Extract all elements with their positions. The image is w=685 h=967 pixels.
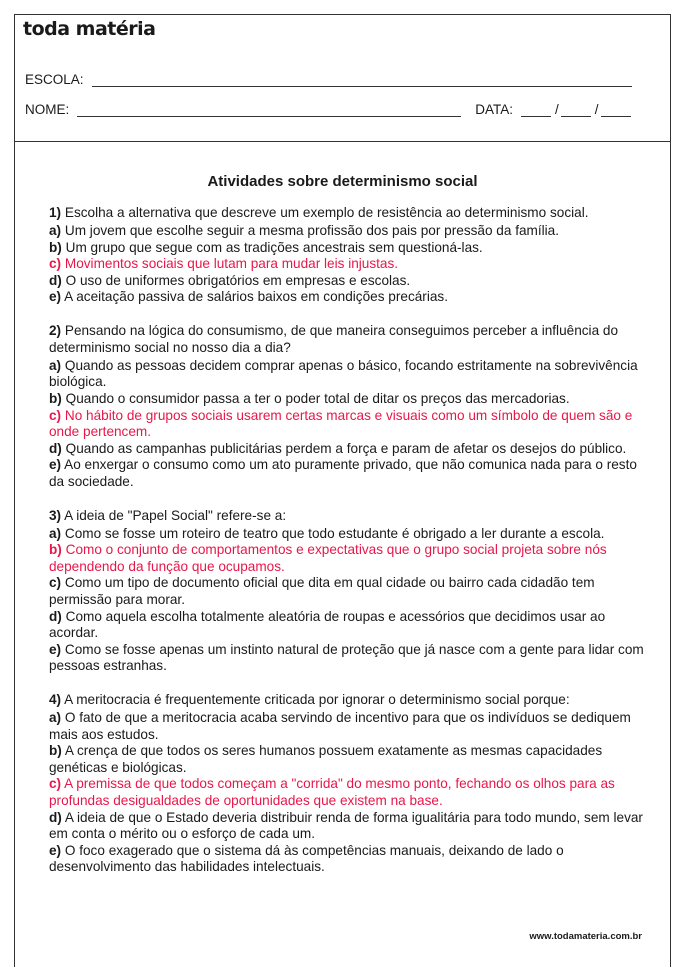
option-text: A crença de que todos os seres humanos possuem exatamente as mesmas capacidades genéticas e biológicas. <box>49 743 603 775</box>
option-letter: a) <box>49 357 62 373</box>
option-letter: e) <box>49 289 62 305</box>
option-text: Quando as pessoas decidem comprar apenas o básico, focando estritamente na sobrevivência biológica. <box>49 357 638 390</box>
option-letter: c) <box>49 407 62 423</box>
question-number: 3) <box>49 507 62 523</box>
option-text: Como se fosse apenas um instinto natural de proteção que já nasce com a gente para lidar com pessoas estranhas. <box>49 641 644 674</box>
answer-option[interactable] <box>49 223 644 240</box>
name-label: NOME: <box>25 102 70 117</box>
logo: toda matéria <box>23 18 156 40</box>
date-label: DATA: <box>475 102 514 117</box>
option-letter: e) <box>49 842 62 858</box>
answer-option[interactable] <box>49 575 644 608</box>
date-separator: / <box>594 102 599 117</box>
question-list <box>49 205 644 893</box>
option-text: No hábito de grupos sociais usarem certas marcas e visuais como um símbolo de quem são e onde pertencem. <box>49 407 633 440</box>
option-text: A aceitação passiva de salários baixos em condições precárias. <box>64 289 448 305</box>
answer-option[interactable] <box>49 526 644 543</box>
answer-option[interactable] <box>49 256 644 273</box>
question-text <box>49 205 644 222</box>
option-letter: b) <box>49 239 62 255</box>
question-statement: A ideia de "Papel Social" refere-se a: <box>64 507 287 523</box>
question-number: 4) <box>49 691 62 707</box>
question-3 <box>49 508 644 675</box>
option-letter: d) <box>49 272 62 288</box>
option-text: Como um tipo de documento oficial que dita em qual cidade ou bairro cada cidadão tem permissão para morar. <box>49 575 595 607</box>
answer-option[interactable] <box>49 843 644 876</box>
question-statement: A meritocracia é frequentemente criticada por ignorar o determinismo social porque: <box>64 691 570 707</box>
option-letter: d) <box>49 608 62 624</box>
date-separator: / <box>555 102 559 117</box>
option-text: Ao enxergar o consumo como um ato puramente privado, que não comunica nada para o resto da sociedade. <box>49 457 637 489</box>
option-text: Quando o consumidor passa a ter o poder total de ditar os preços das mercadorias. <box>65 390 570 406</box>
option-text: Movimentos sociais que lutam para mudar leis injustas. <box>64 256 399 272</box>
option-letter: e) <box>49 457 62 473</box>
footer-url: www.todamateria.com.br <box>529 931 642 942</box>
question-number: 1) <box>49 205 62 220</box>
option-text: A ideia de que o Estado deveria distribuir renda de forma igualitária para todo mundo, sem levar em conta o mérito ou o esforço de cada um. <box>49 809 643 842</box>
option-letter: a) <box>49 525 62 541</box>
option-letter: b) <box>49 542 62 558</box>
option-letter: b) <box>49 390 62 406</box>
answer-option[interactable] <box>49 710 644 743</box>
name-field[interactable] <box>77 104 461 117</box>
option-letter: b) <box>49 743 62 759</box>
answer-option[interactable] <box>49 240 644 257</box>
date-month-field[interactable] <box>561 104 591 117</box>
question-number: 2) <box>49 323 62 339</box>
option-letter: d) <box>49 440 62 456</box>
answer-option[interactable] <box>49 642 644 675</box>
answer-option[interactable] <box>49 289 644 306</box>
option-letter: c) <box>49 776 62 792</box>
question-statement: Escolha a alternativa que descreve um exemplo de resistência ao determinismo social. <box>64 205 589 220</box>
option-text: Quando as campanhas publicitárias perdem a força e param de afetar os desejos do público. <box>65 440 627 456</box>
option-letter: c) <box>49 256 62 272</box>
question-text <box>49 508 644 525</box>
answer-option[interactable] <box>49 273 644 290</box>
option-text: O uso de uniformes obrigatórios em empresas e escolas. <box>65 272 411 288</box>
answer-option[interactable] <box>49 609 644 642</box>
question-statement: Pensando na lógica do consumismo, de que maneira conseguimos perceber a influência do determinismo social no nosso dia a dia? <box>49 323 619 355</box>
school-field[interactable] <box>92 74 632 87</box>
question-text <box>49 692 644 709</box>
answer-option[interactable] <box>49 542 644 575</box>
question-4 <box>49 692 644 876</box>
date-year-field[interactable] <box>601 104 631 117</box>
answer-option[interactable] <box>49 441 644 458</box>
option-text: O foco exagerado que o sistema dá às competências manuais, deixando de lado o desenvolvimento das habilidades intelectuais. <box>49 842 564 875</box>
option-text: Como o conjunto de comportamentos e expectativas que o grupo social projeta sobre nós dependendo da função que ocupamos. <box>49 542 607 574</box>
answer-option[interactable] <box>49 810 644 843</box>
option-text: Um jovem que escolhe seguir a mesma profissão dos pais por pressão da família. <box>64 223 560 239</box>
date-day-field[interactable] <box>521 104 551 117</box>
answer-option[interactable] <box>49 358 644 391</box>
answer-option[interactable] <box>49 457 644 490</box>
name-row <box>25 102 631 117</box>
school-row <box>25 72 632 87</box>
option-letter: d) <box>49 809 62 825</box>
question-2 <box>49 323 644 490</box>
answer-option[interactable] <box>49 776 644 809</box>
option-text: A premissa de que todos começam a "corrida" do mesmo ponto, fechando os olhos para as profundas desigualdades de oportunidades que existem na base. <box>49 776 615 808</box>
school-label: ESCOLA: <box>25 72 84 87</box>
question-text <box>49 323 644 356</box>
answer-option[interactable] <box>49 391 644 408</box>
question-1 <box>49 205 644 306</box>
option-text: Como se fosse um roteiro de teatro que todo estudante é obrigado a ler durante a escola. <box>64 525 605 541</box>
option-letter: e) <box>49 641 62 657</box>
page-title: Atividades sobre determinismo social <box>207 173 478 190</box>
option-letter: a) <box>49 710 62 726</box>
option-letter: c) <box>49 575 62 591</box>
option-text: O fato de que a meritocracia acaba servindo de incentivo para que os indivíduos se dediquem mais aos estudos. <box>49 710 631 742</box>
answer-option[interactable] <box>49 743 644 776</box>
option-text: Um grupo que segue com as tradições ancestrais sem questioná-las. <box>65 239 483 255</box>
option-letter: a) <box>49 223 62 239</box>
answer-option[interactable] <box>49 408 644 441</box>
option-text: Como aquela escolha totalmente aleatória de roupas e acessórios que decidimos usar ao acordar. <box>49 608 606 641</box>
